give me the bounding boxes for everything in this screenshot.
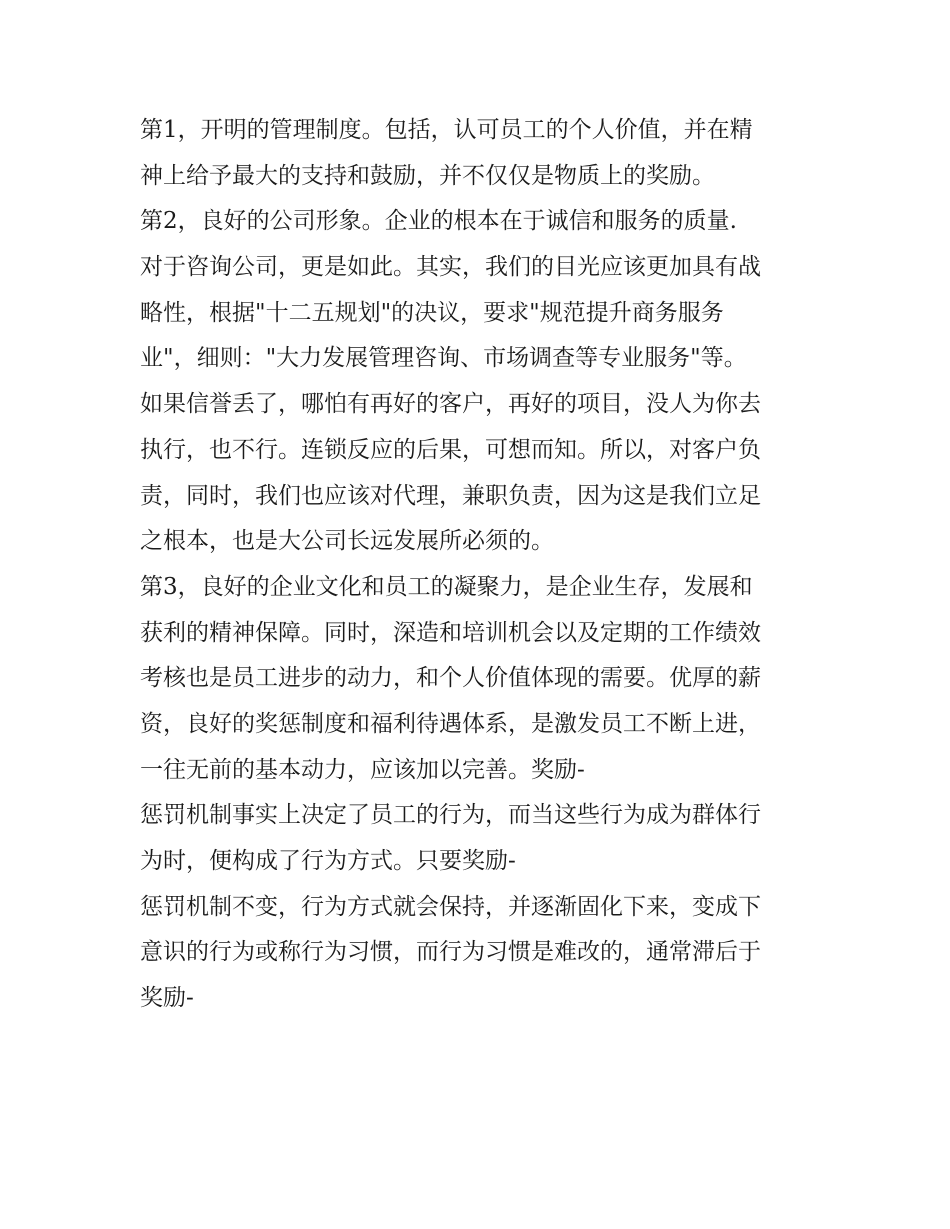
text-line: 考核也是员工进步的动力，和个人价值体现的需要。优厚的薪 <box>140 665 761 692</box>
text-line: 对于咨询公司，更是如此。其实，我们的目光应该更加具有战 <box>140 254 761 281</box>
text-line: 神上给予最大的支持和鼓励，并不仅仅是物质上的奖励。 <box>140 162 715 189</box>
text-line: 惩罚机制不变，行为方式就会保持，并逐渐固化下来，变成下 <box>140 893 761 920</box>
body-text <box>140 108 820 1022</box>
text-line: 之根本，也是大公司长远发展所必须的。 <box>140 528 554 555</box>
text-line: 一往无前的基本动力，应该加以完善。奖励- <box>140 756 585 783</box>
text-line: 第1，开明的管理制度。包括，认可员工的个人价值，并在精 <box>140 117 753 143</box>
text-line: 第2，良好的公司形象。企业的根本在于诚信和服务的质量. <box>140 208 737 235</box>
text-line: 责，同时，我们也应该对代理，兼职负责，因为这是我们立足 <box>140 482 761 509</box>
text-line: 执行，也不行。连锁反应的后果，可想而知。所以，对客户负 <box>140 436 761 463</box>
text-line: 略性，根据"十二五规划"的决议，要求"规范提升商务服务 <box>140 299 724 326</box>
text-line: 惩罚机制事实上决定了员工的行为，而当这些行为成为群体行 <box>140 802 761 829</box>
text-line: 获利的精神保障。同时，深造和培训机会以及定期的工作绩效 <box>140 619 761 646</box>
text-line: 意识的行为或称行为习惯，而行为习惯是难改的，通常滞后于 <box>140 939 761 966</box>
text-line: 奖励- <box>140 985 194 1012</box>
text-line: 资，良好的奖惩制度和福利待遇体系，是激发员工不断上进， <box>140 710 761 737</box>
text-line: 第3，良好的企业文化和员工的凝聚力，是企业生存，发展和 <box>140 573 753 600</box>
text-line: 如果信誉丢了，哪怕有再好的客户，再好的项目，没人为你去 <box>140 391 761 418</box>
text-line: 为时，便构成了行为方式。只要奖励- <box>140 848 516 874</box>
text-line: 业"，细则："大力发展管理咨询、市场调查等专业服务"等。 <box>140 345 747 372</box>
